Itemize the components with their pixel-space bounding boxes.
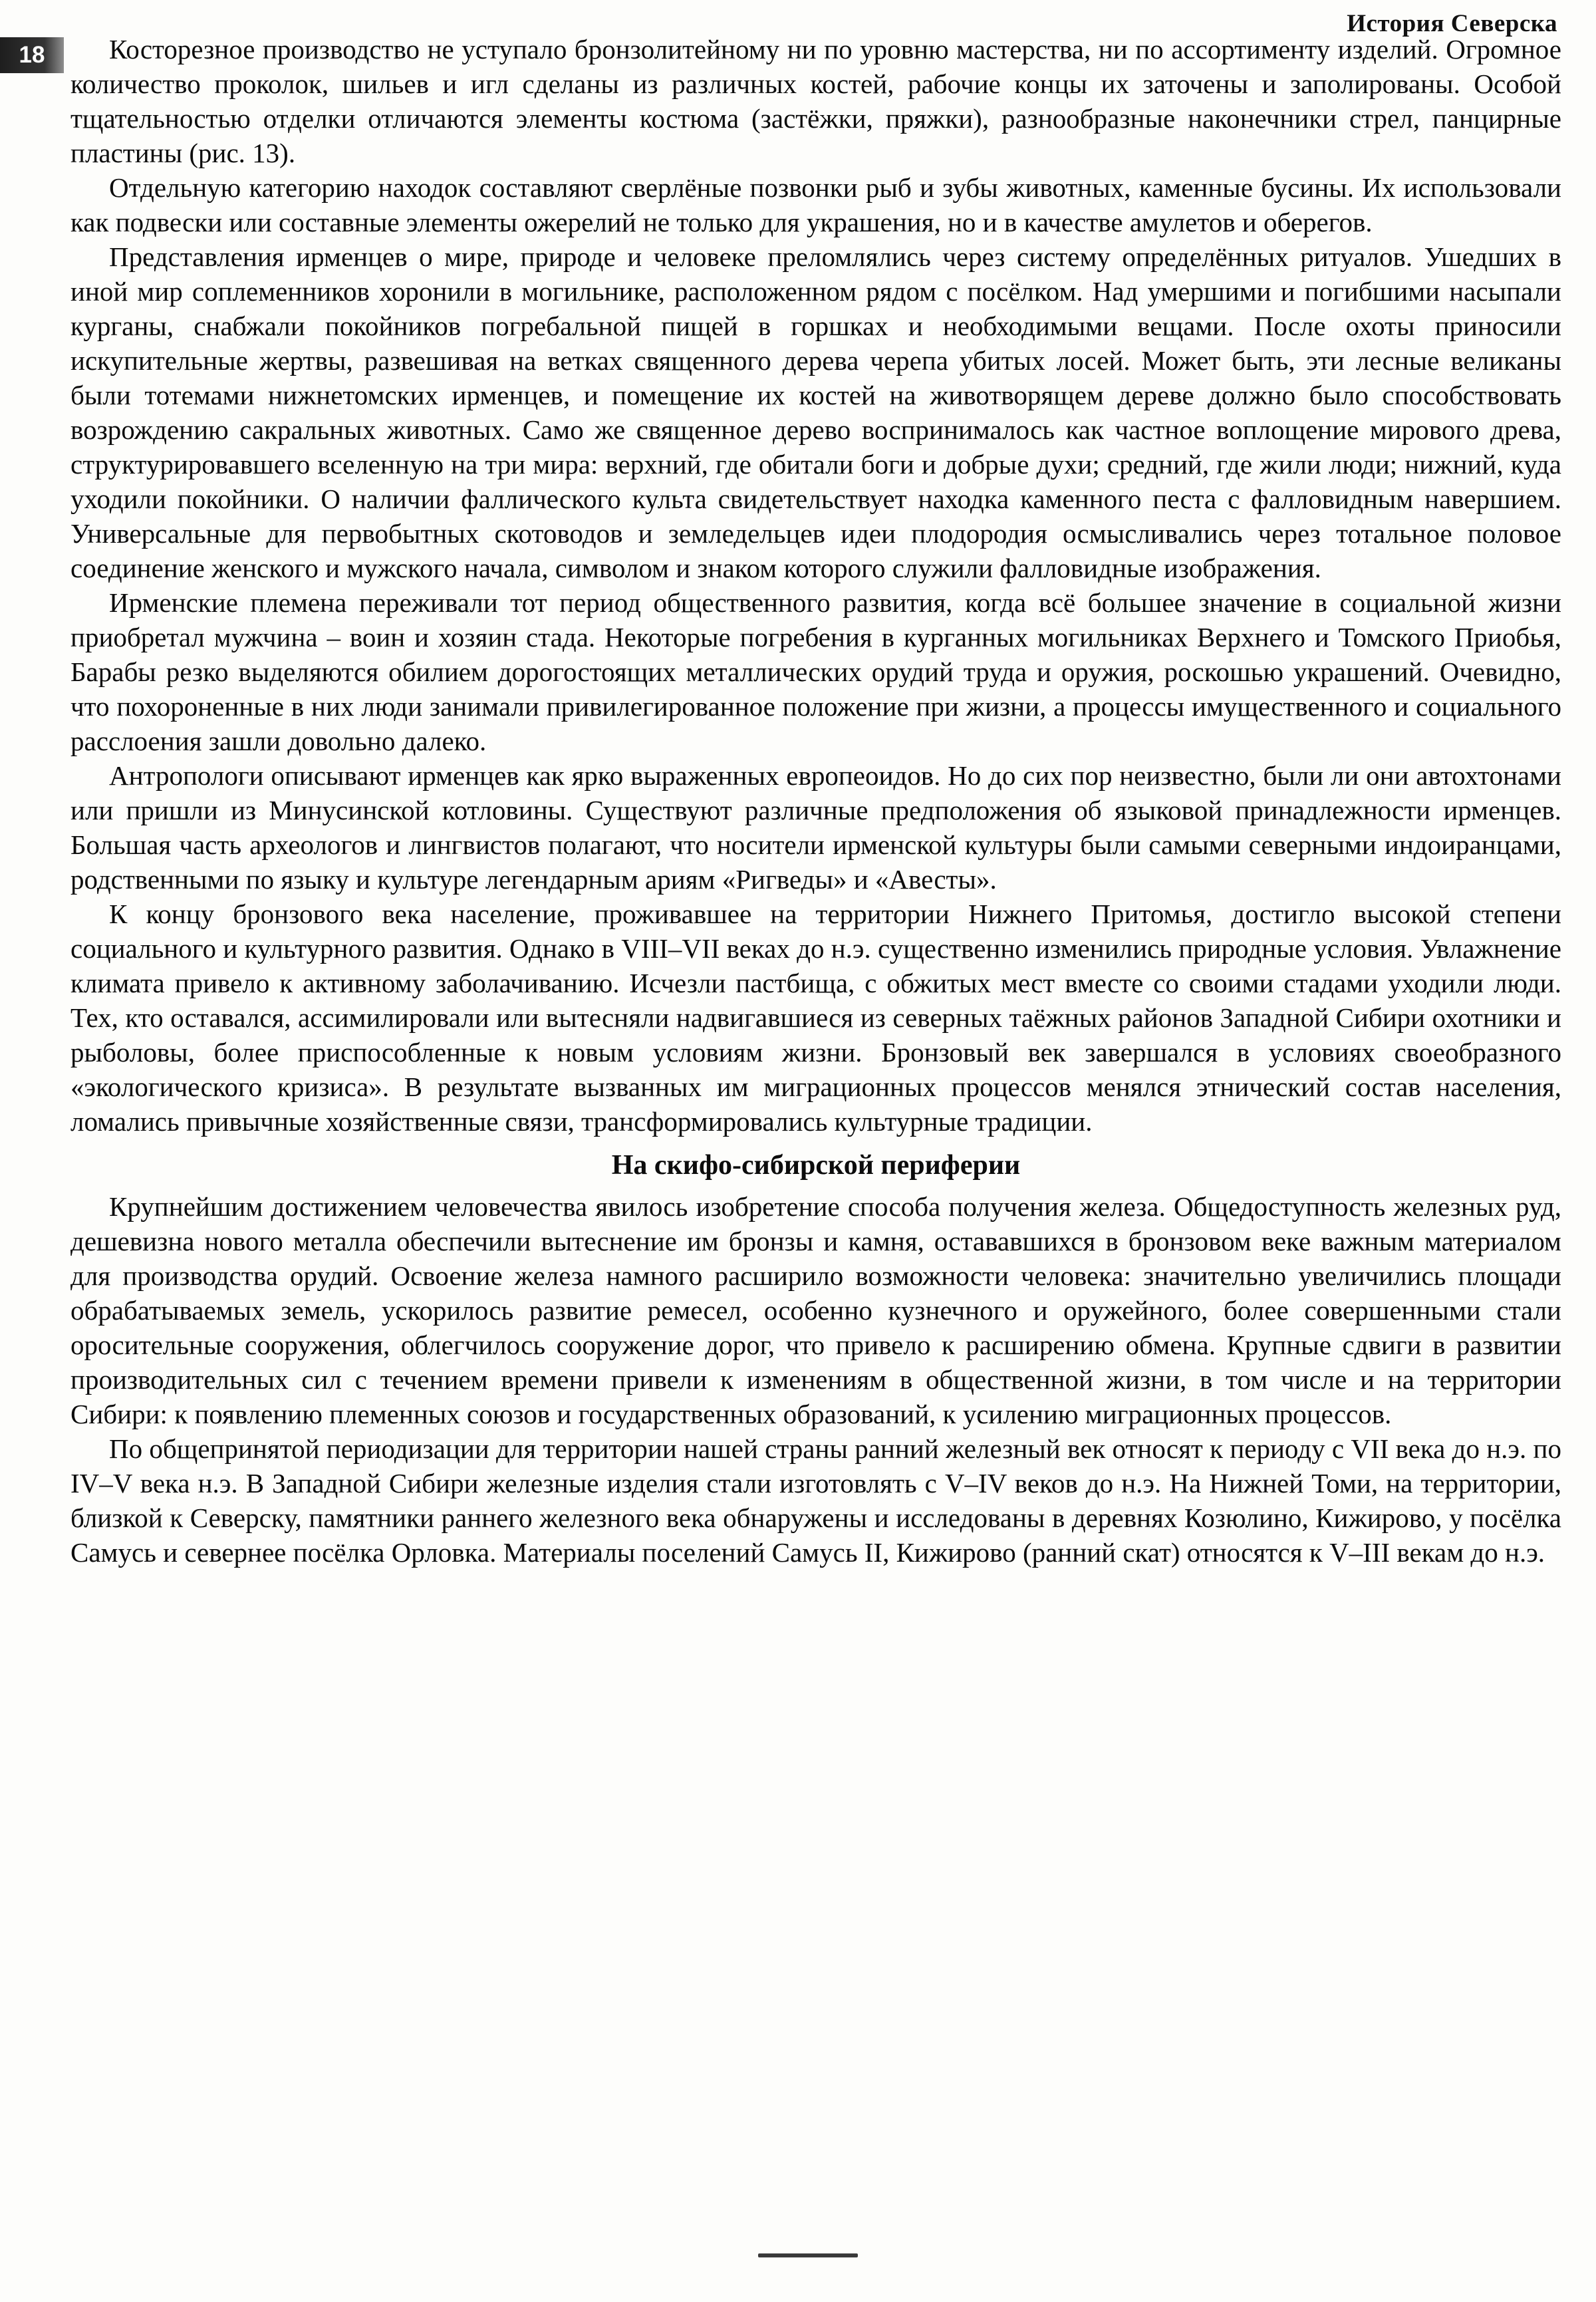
running-head: История Северска bbox=[1347, 10, 1557, 37]
section-heading: На скифо-сибирской периферии bbox=[611, 1150, 1021, 1181]
paragraph-irmen-tribes: Ирменские племена переживали тот период общественного развития, когда всё большее значение в социальной жизни приобретал мужчина – воин и хозяин стада. Некоторые погребения в курганных могильниках Верхнего и Томского Приобья, Барабы резко выделяются обилием дорогостоящих металлических орудий труда и оружия, роскошью украшений. Очевидно, что похороненные в них люди занимали привилегированное положение при жизни, а процессы имущественного и социального расслоения зашли довольно далеко. bbox=[70, 587, 1561, 756]
paragraph-anthropologists: Антропологи описывают ирменцев как ярко выраженных европеоидов. Но до сих пор неизвестно, были ли они автохтонами или пришли из Минусинской котловины. Существуют различные предположения об языковой принадлежности ирменцев. Большая часть археологов и лингвистов полагают, что носители ирменской культуры были самыми северными индоиранцами, родственными по языку и культуре легендарным ариям «Ригведы» и «Авесты». bbox=[70, 760, 1561, 895]
page-number-badge bbox=[0, 37, 64, 73]
footer-rule bbox=[758, 2253, 858, 2257]
paragraph-iron-age-periodization: По общепринятой периодизации для территории нашей страны ранний железный век относят к периоду с VII века до н.э. по IV–V века н.э. В Западной Сибири железные изделия стали изготовлять с V–IV веков до н.э. На Нижней Томи, на территории, близкой к Северску, памятники раннего железного века обнаружены и исследованы в деревнях Козюлино, Кижирово, у посёлка Самусь и севернее посёлка Орловка. Материалы поселений Самусь II, Кижирово (ранний скат) относятся к V–III векам до н.э. bbox=[70, 1433, 1561, 1568]
paragraph-bone-carving: Косторезное производство не уступало бронзолитейному ни по уровню мастерства, ни по ассортименту изделий. Огромное количество проколок, шильев и игл сделаны из различных костей, рабочие концы их заточены и заполированы. Особой тщательностью отделки отличаются элементы костюма (застёжки, пряжки), разнообразные наконечники стрел, панцирные пластины (рис. 13). bbox=[70, 34, 1561, 168]
page-content bbox=[70, 32, 1561, 1570]
paragraph-irmen-beliefs: Представления ирменцев о мире, природе и человеке преломлялись через систему определённых ритуалов. Ушедших в иной мир соплеменников хоронили в могильнике, расположенном рядом с посёлком. Над умершими и погибшими насыпали курганы, снабжали покойников погребальной пищей в горшках и необходимыми вещами. После охоты приносили искупительные жертвы, развешивая на ветках священного дерева черепа убитых лосей. Может быть, эти лесные великаны были тотемами нижнетомских ирменцев, и помещение их костей на животворящем дереве должно было способствовать возрождению сакральных животных. Само же священное дерево воспринималось как частное воплощение мирового древа, структурировавшего вселенную на три мира: верхний, где обитали боги и добрые духи; средний, где жили люди; нижний, куда уходили покойники. О наличии фаллического культа свидетельствует находка каменного песта с фалловидным навершием. Универсальные для первобытных скотоводов и земледельцев идеи плодородия осмысливались через тотальное половое соединение женского и мужского начала, символом и знаком которого служили фалловидные изображения. bbox=[70, 241, 1561, 583]
paragraph-bronze-age-end: К концу бронзового века население, проживавшее на территории Нижнего Притомья, достигло высокой степени социального и культурного развития. Однако в VIII–VII веках до н.э. существенно изменились природные условия. Увлажнение климата привело к активному заболачиванию. Исчезли пастбища, с обжитых мест вместе со своими стадами уходили люди. Тех, кто оставался, ассимилировали или вытесняли надвигавшиеся из северных таёжных районов Западной Сибири охотники и рыболовы, более приспособленные к новым условиям жизни. Бронзовый век завершался в условиях своеобразного «экологического кризиса». В результате вызванных им миграционных процессов менялся этнический состав населения, ломались привычные хозяйственные связи, трансформировались культурные традиции. bbox=[70, 899, 1561, 1137]
paragraph-iron-discovery: Крупнейшим достижением человечества явилось изобретение способа получения железа. Общедоступность железных руд, дешевизна нового металла обеспечили вытеснение им бронзы и камня, остававшихся в бронзовом веке важным материалом для производства орудий. Освоение железа намного расширило возможности человека: значительно увеличились площади обрабатываемых земель, ускорилось развитие ремесел, особенно кузнечного и оружейного, более совершенными стали оросительные сооружения, облегчилось сооружение дорог, что привело к расширению обмена. Крупные сдвиги в развитии производительных сил с течением времени привели к изменениям в общественной жизни, в том числе и на территории Сибири: к появлению племенных союзов и государственных образований, к усилению миграционных процессов. bbox=[70, 1191, 1561, 1429]
paragraph-finds-category: Отдельную категорию находок составляют сверлёные позвонки рыб и зубы животных, каменные бусины. Их использовали как подвески или составные элементы ожерелий не только для украшения, но и в качестве амулетов и оберегов. bbox=[70, 172, 1561, 237]
page-number: 18 bbox=[19, 42, 45, 68]
